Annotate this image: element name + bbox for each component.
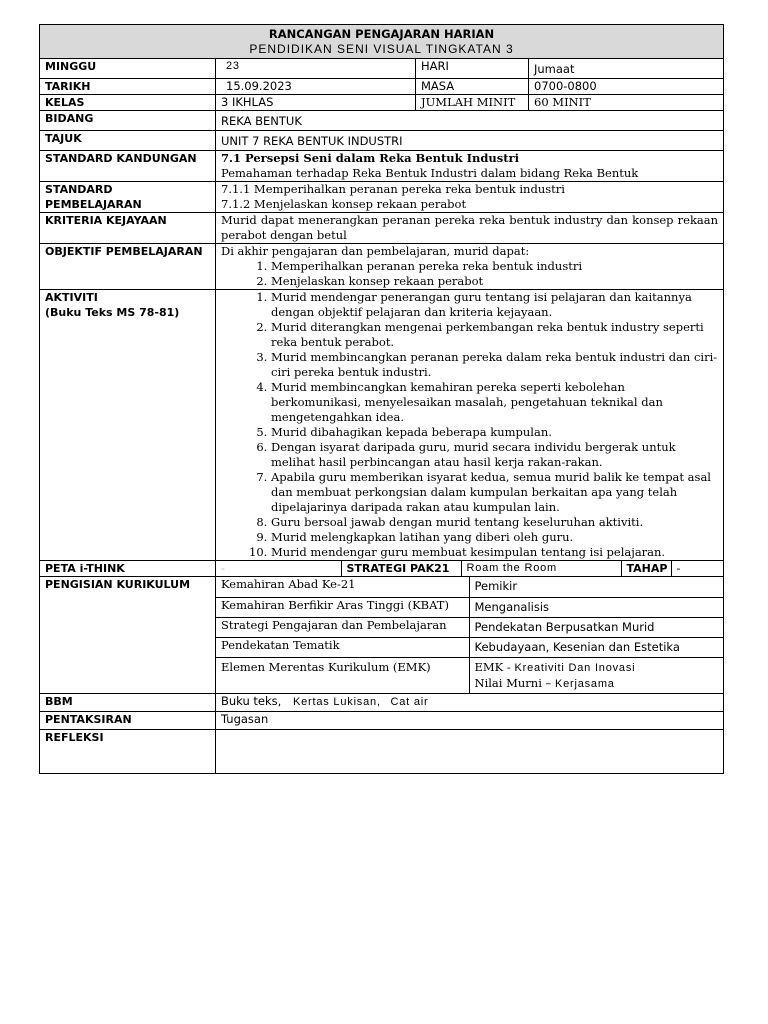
row-bbm <box>40 694 724 712</box>
kurikulum-left: Strategi Pengajaran dan Pembelajaran <box>216 617 469 637</box>
row-refleksi <box>40 730 724 774</box>
emk-label: Elemen Merentas Kurikulum (EMK) <box>216 657 469 693</box>
row-kelas <box>40 95 724 111</box>
kurikulum-cell <box>216 577 724 694</box>
bbm-item: Buku teks, <box>221 694 282 708</box>
emk-value: Kreativiti Dan Inovasi <box>514 661 636 674</box>
tahap-value: - <box>676 561 681 575</box>
minggu-label: MINGGU <box>40 59 216 79</box>
kelas-label: KELAS <box>40 95 216 111</box>
row-peta <box>40 561 724 577</box>
table-row <box>216 597 723 617</box>
table-row <box>216 577 723 597</box>
masa-label: MASA <box>416 79 529 95</box>
row-objektif <box>40 244 724 290</box>
row-bidang <box>40 111 724 131</box>
pentaksiran-label: PENTAKSIRAN <box>40 712 216 730</box>
objektif-cell <box>216 244 724 290</box>
list-item: 2. Murid diterangkan mengenai perkembangan reka bentuk industry seperti reka bentuk perabot. <box>271 320 718 350</box>
aktiviti-label: AKTIVITI <box>45 291 98 304</box>
peta-label: PETA i-THINK <box>40 561 216 577</box>
list-item: 10. Murid mendengar guru membuat kesimpulan tentang isi pelajaran. <box>271 545 718 560</box>
row-aktiviti <box>40 290 724 561</box>
tahap-label: TAHAP <box>621 561 671 576</box>
bbm-cell <box>216 694 724 712</box>
kurikulum-left: Kemahiran Berfikir Aras Tinggi (KBAT) <box>216 597 469 617</box>
list-item: 8. Guru bersoal jawab dengan murid tentang keseluruhan aktiviti. <box>271 515 718 530</box>
hari-label: HARI <box>416 59 529 79</box>
aktiviti-list <box>221 290 718 560</box>
list-item: 1. Murid mendengar penerangan guru tentang isi pelajaran dan kaitannya dengan objektif pelajaran dan kriteria kejayaan. <box>271 290 718 320</box>
emk-cell <box>469 657 723 693</box>
list-item: 4. Murid membincangkan kemahiran pereka seperti kebolehan berkomunikasi, menyelesaikan masalah, pengetahuan teknikal dan mengetengahkan idea. <box>271 380 718 425</box>
row-standard-kandungan <box>40 151 724 182</box>
kelas-value: 3 IKHLAS <box>216 95 416 111</box>
table-row <box>216 617 723 637</box>
kurikulum-inner-table <box>216 577 723 693</box>
aktiviti-cell <box>216 290 724 561</box>
emk-prefix: EMK - <box>474 659 511 674</box>
tajuk-label: TAJUK <box>40 131 216 151</box>
list-item: 6. Dengan isyarat daripada guru, murid secara individu bergerak untuk melihat hasil perbincangan atau hasil kerja rakan-rakan. <box>271 440 718 470</box>
hari-value: Jumaat <box>529 59 724 79</box>
kurikulum-right: Menganalisis <box>469 597 723 617</box>
peta-cell <box>216 561 724 577</box>
row-kurikulum <box>40 577 724 694</box>
refleksi-value <box>216 730 724 774</box>
row-tajuk <box>40 131 724 151</box>
row-minggu <box>40 59 724 79</box>
standard-pembelajaran-line2: 7.1.2 Menjelaskan konsep rekaan perabot <box>221 197 467 211</box>
list-item: 2. Menjelaskan konsep rekaan perabot <box>271 274 718 289</box>
standard-pembelajaran-line1: 7.1.1 Memperihalkan peranan pereka reka bentuk industri <box>221 182 565 196</box>
peta-value: - <box>216 561 341 576</box>
list-item: 7. Apabila guru memberikan isyarat kedua, semua murid balik ke tempat asal dan membuat perkongsian dalam kumpulan berkaitan apa yang telah dipelajarinya daripada rakan atau kumpulan lain. <box>271 470 718 515</box>
kriteria-text: Murid dapat menerangkan peranan pereka reka bentuk industry dan konsep rekaan perabot dengan betul <box>216 213 724 244</box>
kurikulum-left: Kemahiran Abad Ke-21 <box>216 577 469 597</box>
page-title: RANCANGAN PENGAJARAN HARIAN <box>268 27 495 41</box>
page-subtitle: PENDIDIKAN SENI VISUAL TINGKATAN 3 <box>249 42 514 56</box>
kriteria-label: KRITERIA KEJAYAAN <box>40 213 216 244</box>
minit-value: 60 MINIT <box>529 95 724 111</box>
objektif-list <box>221 259 718 289</box>
minit-label: JUMLAH MINIT <box>416 95 529 111</box>
refleksi-label: REFLEKSI <box>40 730 216 774</box>
lesson-plan-table <box>39 24 724 774</box>
kurikulum-label: PENGISIAN KURIKULUM <box>40 577 216 694</box>
kurikulum-right: Pendekatan Berpusatkan Murid <box>469 617 723 637</box>
tarikh-value: 15.09.2023 <box>216 79 416 95</box>
standard-kandungan-text: Pemahaman terhadap Reka Bentuk Industri dalam bidang Reka Bentuk <box>221 166 639 180</box>
bidang-value: REKA BENTUK <box>216 111 724 131</box>
kurikulum-right: Pemikir <box>469 577 723 597</box>
list-item: 1. Memperihalkan peranan pereka reka bentuk industri <box>271 259 718 274</box>
list-item: 9. Murid melengkapkan latihan yang diberi oleh guru. <box>271 530 718 545</box>
kurikulum-right: Kebudayaan, Kesenian dan Estetika <box>469 637 723 657</box>
objektif-intro: Di akhir pengajaran dan pembelajaran, murid dapat: <box>221 244 530 258</box>
standard-kandungan-cell <box>216 151 724 182</box>
aktiviti-sublabel: (Buku Teks MS 78-81) <box>45 306 180 319</box>
bidang-label: BIDANG <box>40 111 216 131</box>
standard-pembelajaran-cell <box>216 182 724 213</box>
aktiviti-label-cell <box>40 290 216 561</box>
title-row <box>40 25 724 59</box>
kurikulum-left: Pendekatan Tematik <box>216 637 469 657</box>
tajuk-value: UNIT 7 REKA BENTUK INDUSTRI <box>216 131 724 151</box>
peta-inner-table <box>216 561 723 576</box>
bbm-label: BBM <box>40 694 216 712</box>
list-item: 5. Murid dibahagikan kepada beberapa kumpulan. <box>271 425 718 440</box>
nilai-value: Kerjasama <box>554 677 615 690</box>
row-standard-pembelajaran <box>40 182 724 213</box>
nilai-prefix: Nilai Murni – <box>474 675 552 690</box>
minggu-value: 23 <box>216 59 416 79</box>
strategi-value: Roam the Room <box>461 561 621 576</box>
row-pentaksiran <box>40 712 724 730</box>
masa-value: 0700-0800 <box>529 79 724 95</box>
table-row <box>216 657 723 693</box>
strategi-label: STRATEGI PAK21 <box>341 561 461 576</box>
bbm-item: Kertas Lukisan, <box>292 696 381 708</box>
objektif-label: OBJEKTIF PEMBELAJARAN <box>40 244 216 290</box>
row-kriteria <box>40 213 724 244</box>
table-row <box>216 637 723 657</box>
lesson-plan-sheet <box>39 24 723 774</box>
list-item: 3. Murid membincangkan peranan pereka dalam reka bentuk industri dan ciri-ciri pereka bentuk industri. <box>271 350 718 380</box>
tarikh-label: TARIKH <box>40 79 216 95</box>
pentaksiran-value: Tugasan <box>216 712 724 730</box>
row-tarikh <box>40 79 724 95</box>
title-cell <box>40 25 724 59</box>
standard-kandungan-heading: 7.1 Persepsi Seni dalam Reka Bentuk Industri <box>221 151 519 165</box>
bbm-item: Cat air <box>390 696 429 708</box>
standard-kandungan-label: STANDARD KANDUNGAN <box>40 151 216 182</box>
standard-pembelajaran-label: STANDARD PEMBELAJARAN <box>40 182 216 213</box>
